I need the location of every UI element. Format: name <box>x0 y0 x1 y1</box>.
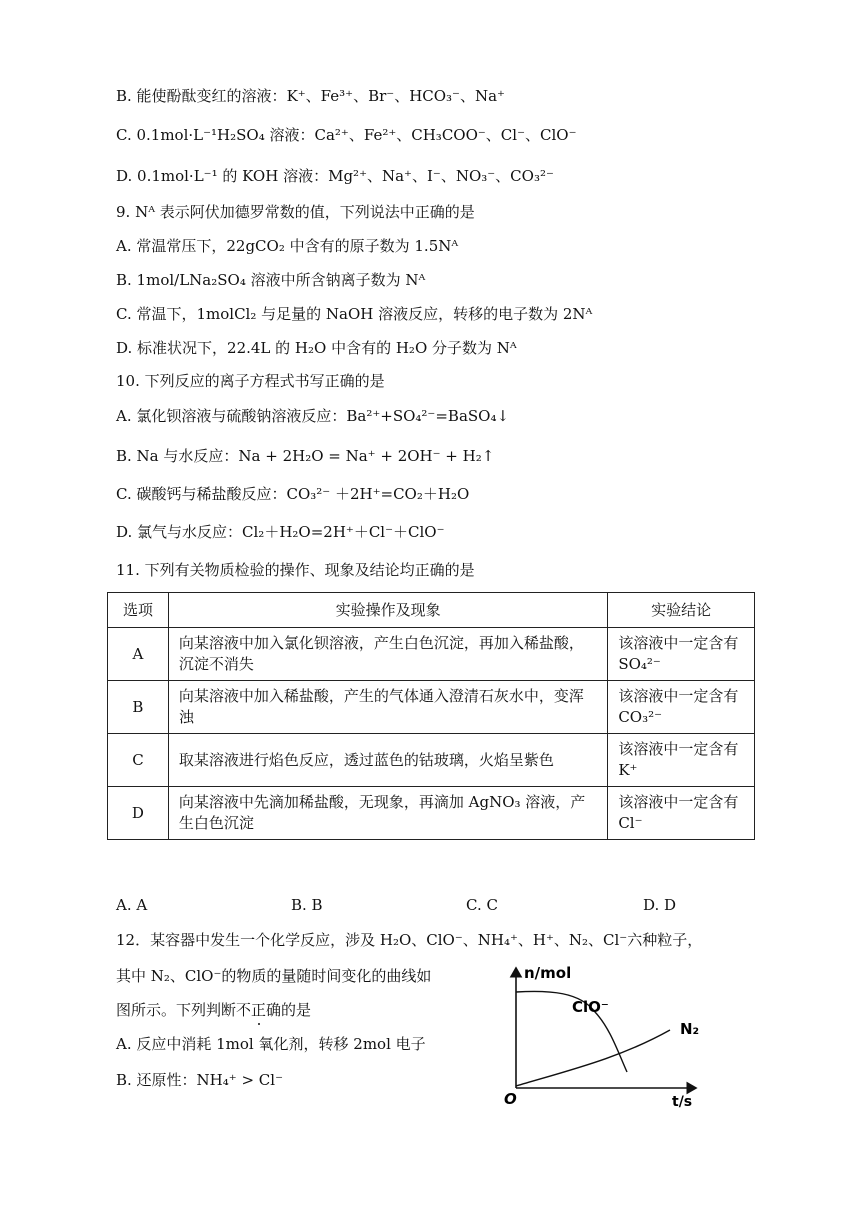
row-conclusion: 该溶液中一定含有 CO₃²⁻ <box>608 681 755 734</box>
n2-curve <box>516 1030 670 1086</box>
q12-option-a: A. 反应中消耗 1mol 氧化剂，转移 2mol 电子 <box>116 1035 426 1053</box>
row-option: D <box>108 787 169 840</box>
table-row <box>108 734 755 787</box>
header-operation: 实验操作及现象 <box>168 593 607 628</box>
header-option: 选项 <box>108 593 169 628</box>
table-header-row <box>108 593 755 628</box>
row-option: C <box>108 734 169 787</box>
q8-option-d: D. 0.1mol·L⁻¹ 的 KOH 溶液：Mg²⁺、Na⁺、I⁻、NO₃⁻、CO₃²⁻ <box>116 167 554 185</box>
q8-option-c: C. 0.1mol·L⁻¹H₂SO₄ 溶液：Ca²⁺、Fe²⁺、CH₃COO⁻、Cl⁻、ClO⁻ <box>116 126 577 144</box>
row-operation: 取某溶液进行焰色反应，透过蓝色的钴玻璃，火焰呈紫色 <box>168 734 607 787</box>
q9-stem: 9. Nᴬ 表示阿伏加德罗常数的值，下列说法中正确的是 <box>116 203 475 221</box>
q12-chart <box>500 962 710 1112</box>
n2-label: N₂ <box>680 1020 700 1038</box>
row-conclusion: 该溶液中一定含有 Cl⁻ <box>608 787 755 840</box>
q11-answer-d: D. D <box>643 896 677 914</box>
q11-answer-c: C. C <box>466 896 498 914</box>
q10-option-b: B. Na 与水反应：Na + 2H₂O = Na⁺ + 2OH⁻ + H₂↑ <box>116 447 495 465</box>
q11-table <box>107 592 755 840</box>
q12-option-b: B. 还原性：NH₄⁺ > Cl⁻ <box>116 1071 283 1089</box>
table-row <box>108 787 755 840</box>
emphasis-text: 不正确 <box>236 1001 282 1019</box>
q11-stem: 11. 下列有关物质检验的操作、现象及结论均正确的是 <box>116 561 475 579</box>
q11-answer-b: B. B <box>291 896 323 914</box>
row-operation: 向某溶液中加入氯化钡溶液，产生白色沉淀，再加入稀盐酸，沉淀不消失 <box>168 628 607 681</box>
row-operation: 向某溶液中加入稀盐酸，产生的气体通入澄清石灰水中，变浑浊 <box>168 681 607 734</box>
row-operation: 向某溶液中先滴加稀盐酸，无现象，再滴加 AgNO₃ 溶液，产生白色沉淀 <box>168 787 607 840</box>
origin-label: O <box>504 1090 517 1108</box>
x-axis-label: t/s <box>672 1094 693 1110</box>
q9-option-c: C. 常温下，1molCl₂ 与足量的 NaOH 溶液反应，转移的电子数为 2Nᴬ <box>116 305 593 323</box>
q11-answer-a: A. A <box>116 896 148 914</box>
clo-label: ClO⁻ <box>572 998 609 1016</box>
header-conclusion: 实验结论 <box>608 593 755 628</box>
q10-option-c: C. 碳酸钙与稀盐酸反应：CO₃²⁻ ＋2H⁺=CO₂＋H₂O <box>116 485 470 503</box>
q10-option-d: D. 氯气与水反应：Cl₂＋H₂O=2H⁺＋Cl⁻＋ClO⁻ <box>116 523 445 541</box>
row-conclusion: 该溶液中一定含有 K⁺ <box>608 734 755 787</box>
q10-option-a: A. 氯化钡溶液与硫酸钠溶液反应：Ba²⁺+SO₄²⁻=BaSO₄↓ <box>116 407 510 425</box>
y-axis-label: n/mol <box>524 964 572 982</box>
q9-option-b: B. 1mol/LNa₂SO₄ 溶液中所含钠离子数为 Nᴬ <box>116 271 426 289</box>
q12-line3: 图所示。下列判断不正确的是 <box>116 1001 312 1019</box>
q12-line2: 其中 N₂、ClO⁻的物质的量随时间变化的曲线如 <box>116 967 432 985</box>
q12-stem: 12．某容器中发生一个化学反应，涉及 H₂O、ClO⁻、NH₄⁺、H⁺、N₂、Cl⁻六种粒子， <box>116 931 703 949</box>
table-row <box>108 628 755 681</box>
row-conclusion: 该溶液中一定含有 SO₄²⁻ <box>608 628 755 681</box>
row-option: B <box>108 681 169 734</box>
q10-stem: 10. 下列反应的离子方程式书写正确的是 <box>116 372 385 390</box>
row-option: A <box>108 628 169 681</box>
q8-option-b: B. 能使酚酞变红的溶液：K⁺、Fe³⁺、Br⁻、HCO₃⁻、Na⁺ <box>116 87 505 105</box>
q9-option-a: A. 常温常压下，22gCO₂ 中含有的原子数为 1.5Nᴬ <box>116 237 459 255</box>
q9-option-d: D. 标准状况下，22.4L 的 H₂O 中含有的 H₂O 分子数为 Nᴬ <box>116 339 517 357</box>
table-row <box>108 681 755 734</box>
